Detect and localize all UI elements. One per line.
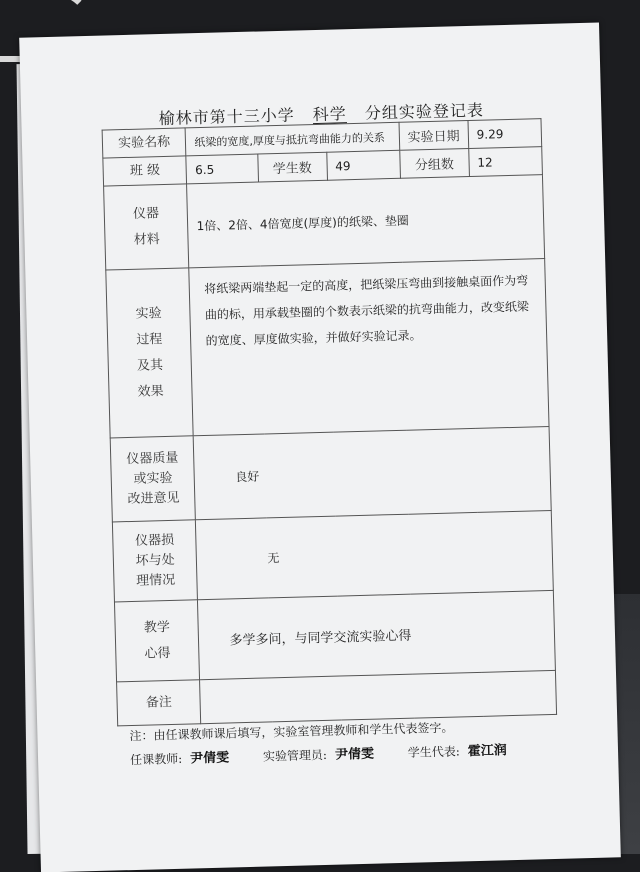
exp-date-label: 实验日期 (399, 121, 469, 151)
students-value: 49 (326, 150, 400, 180)
school-name: 榆林市第十三小学 (158, 105, 295, 129)
quality-label-line-3: 改进意见 (127, 490, 180, 507)
quality-label (110, 436, 196, 522)
remark-label: 备注 (117, 680, 202, 726)
teacher-signature: 尹倩雯 (189, 750, 230, 767)
class-label: 班 级 (103, 156, 187, 186)
registration-form-sheet (19, 23, 621, 872)
process-label-line-4: 效果 (137, 383, 164, 400)
materials-value: 1倍、2倍、4倍宽度(厚度)的纸梁、垫圈 (187, 175, 545, 268)
exp-name-value: 纸梁的宽度,厚度与抵抗弯曲能力的关系 (186, 122, 400, 156)
quality-label-line-1: 仪器质量 (126, 450, 179, 467)
process-label-line-1: 实验 (135, 305, 162, 322)
damage-label-line-3: 理情况 (135, 572, 176, 589)
process-label-line-3: 及其 (136, 357, 164, 374)
footer-note: 注：由任课教师课后填写，实验室管理教师和学生代表签字。 (129, 720, 454, 744)
teach-label-line-2: 心得 (144, 645, 171, 662)
student-label: 学生代表: (407, 744, 461, 760)
students-label: 学生数 (257, 152, 327, 182)
subject-name: 科学 (312, 104, 348, 125)
class-value: 6.5 (186, 154, 258, 184)
experiment-table (102, 118, 557, 726)
quality-label-line-2: 或实验 (133, 470, 173, 487)
groups-label: 分组数 (399, 149, 469, 179)
manager-signature: 尹倩雯 (334, 746, 375, 763)
damage-value: 无 (196, 510, 554, 599)
exp-name-label: 实验名称 (102, 128, 186, 158)
materials-label-line-2: 材料 (133, 231, 160, 248)
process-label (106, 268, 194, 438)
quality-value: 良好 (194, 426, 552, 519)
materials-label (104, 184, 190, 270)
teach-label (114, 600, 200, 682)
teach-value: 多学多问，与同学交流实验心得 (198, 590, 556, 679)
damage-label-line-2: 坏与处 (135, 552, 175, 569)
materials-label-line-1: 仪器 (132, 205, 160, 222)
process-label-line-2: 过程 (136, 331, 163, 348)
damage-label-line-1: 仪器损 (134, 532, 175, 549)
manager-label: 实验管理员: (262, 747, 328, 764)
process-cell (189, 259, 549, 436)
form-name: 分组实验登记表 (364, 100, 485, 123)
process-value: 将纸梁两端垫起一定的高度，把纸梁压弯曲到接触桌面作为弯曲的标，用承载垫圈的个数表示纸梁的抗弯曲能力，改变纸梁的宽度、厚度做实验，并做好实验记录。 (204, 273, 530, 348)
damage-label (112, 520, 198, 602)
student-signature: 霍江润 (467, 743, 508, 760)
teacher-label: 任课教师: (129, 751, 183, 768)
teach-label-line-1: 教学 (143, 619, 171, 636)
exp-date-value: 9.29 (468, 119, 542, 149)
groups-value: 12 (469, 147, 543, 177)
remark-value (200, 670, 557, 723)
